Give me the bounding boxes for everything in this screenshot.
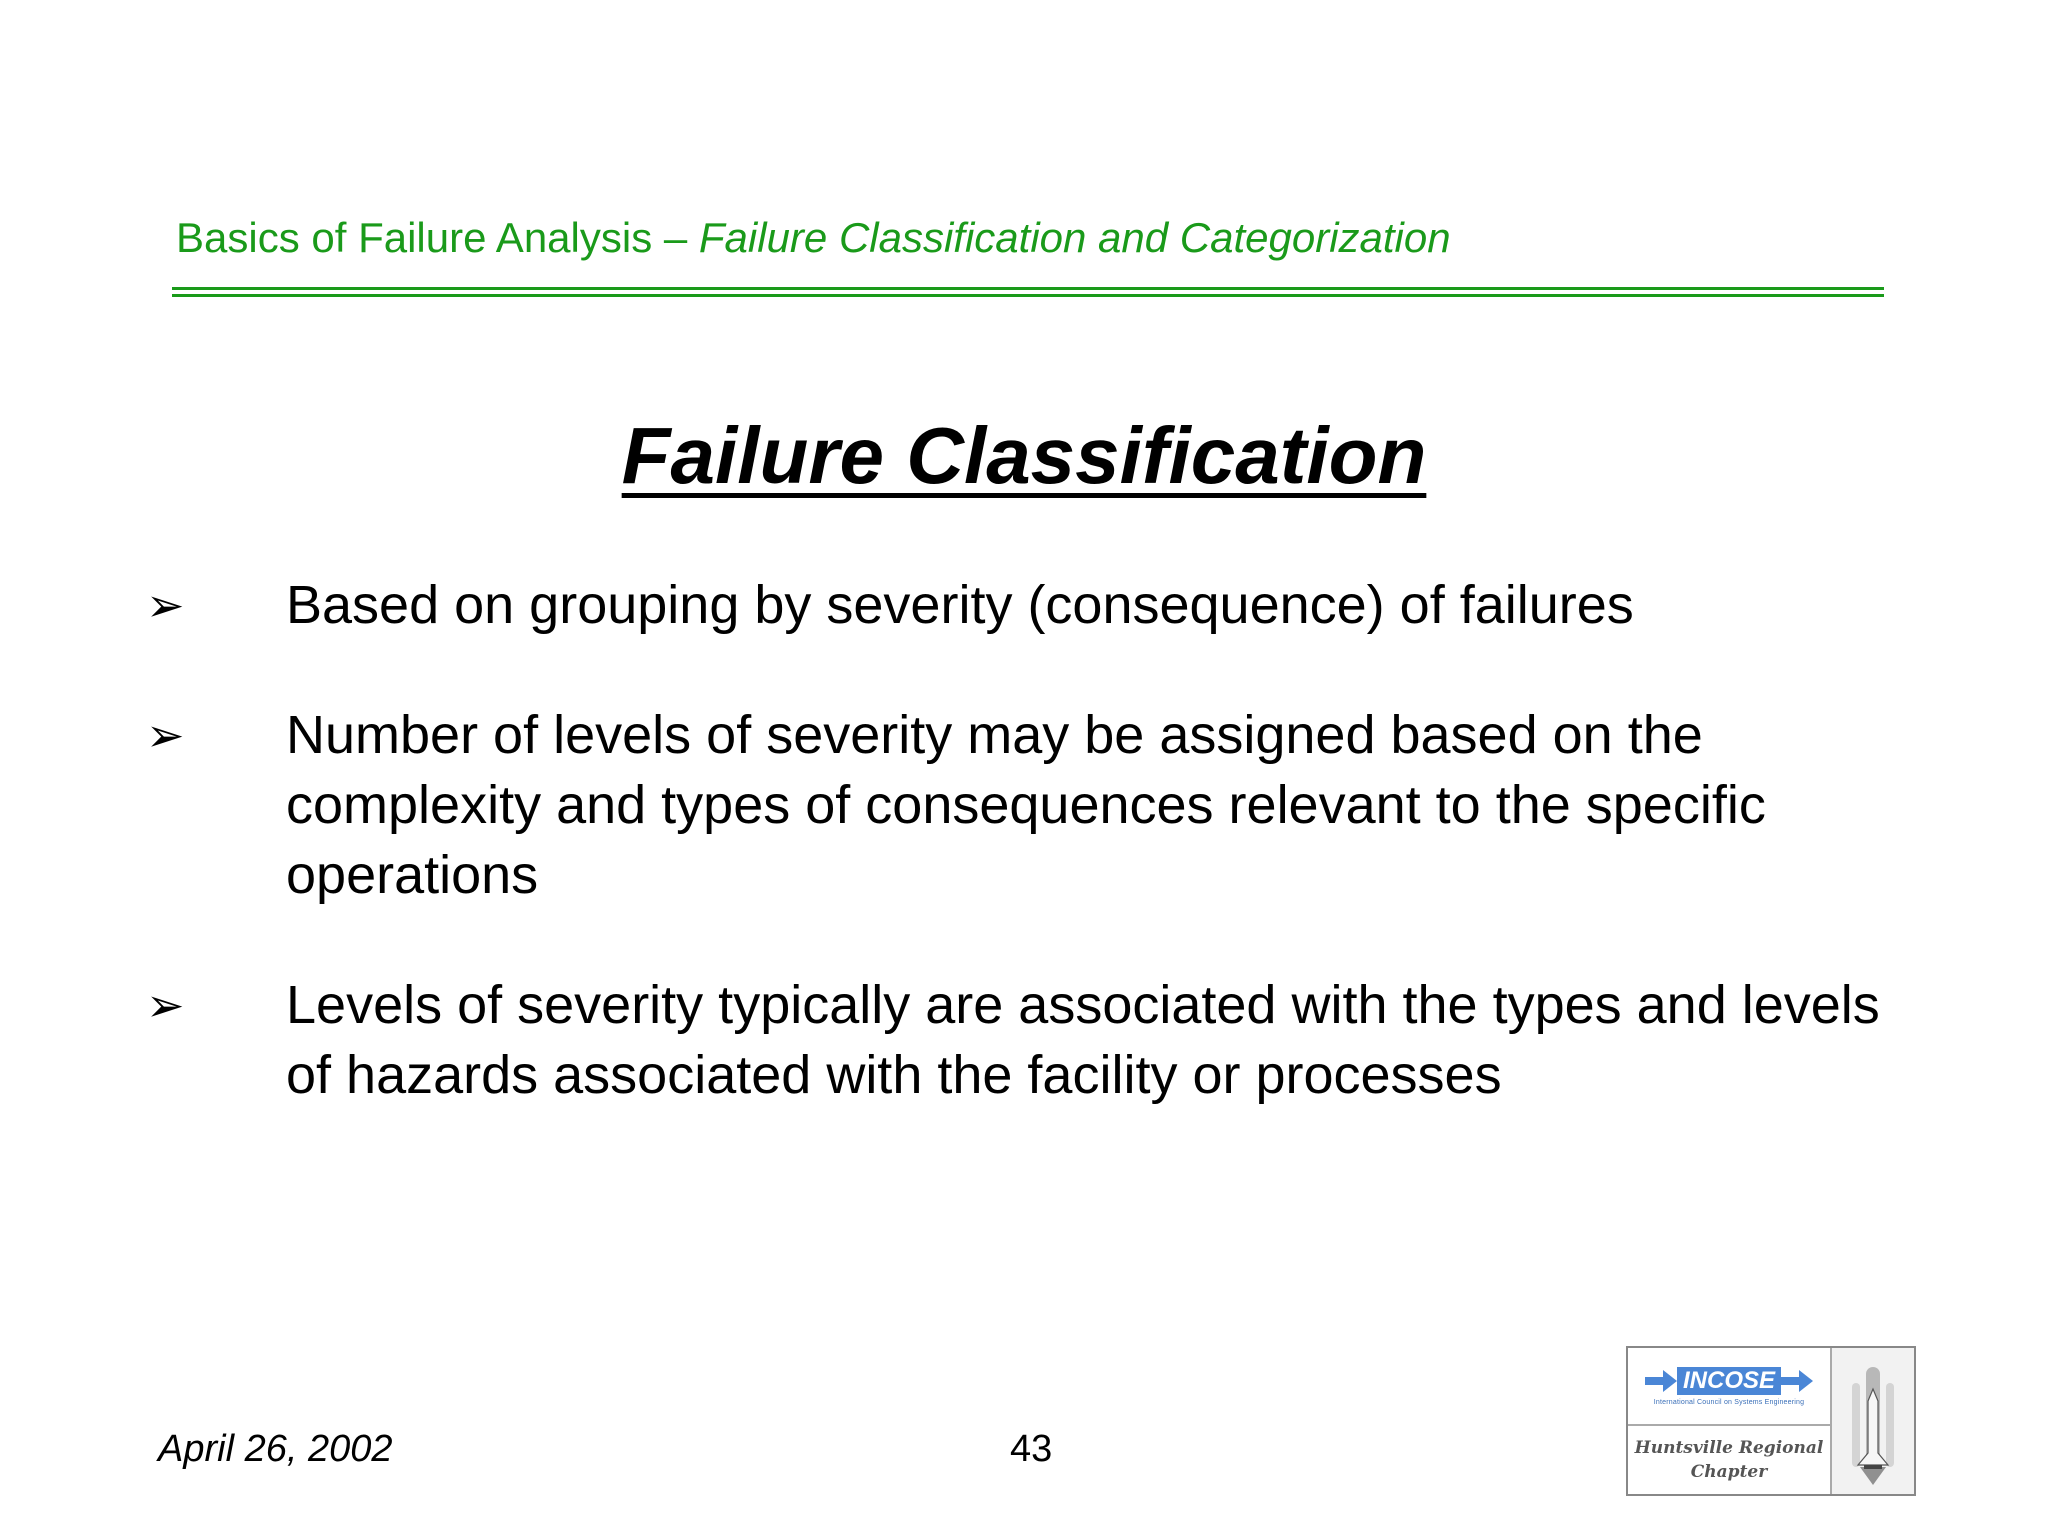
header-rule-bottom bbox=[172, 294, 1884, 297]
bullet-item bbox=[140, 700, 1900, 910]
bullet-text: Number of levels of severity may be assigned based on the complexity and types of consequences relevant to the specific operations bbox=[286, 705, 1766, 905]
header-main: Basics of Failure Analysis – bbox=[176, 214, 699, 261]
bullet-list bbox=[140, 570, 1900, 1170]
bullet-item bbox=[140, 570, 1900, 640]
arrow-right-icon bbox=[1781, 1370, 1813, 1392]
logo-chapter-section bbox=[1628, 1426, 1830, 1494]
logo-incose-section bbox=[1628, 1348, 1830, 1426]
incose-tagline: International Council on Systems Engineering bbox=[1653, 1398, 1805, 1406]
incose-wordmark: INCOSE bbox=[1677, 1367, 1781, 1395]
arrow-bullet-icon: ➢ bbox=[146, 979, 185, 1031]
header-rule-top bbox=[172, 287, 1884, 290]
chapter-line-2: Chapter bbox=[1690, 1462, 1768, 1482]
chapter-line-1: Huntsville Regional bbox=[1634, 1438, 1824, 1458]
footer-date: April 26, 2002 bbox=[158, 1428, 393, 1470]
slide-title-text: Failure Classification bbox=[621, 411, 1427, 500]
incose-logo bbox=[1626, 1346, 1916, 1496]
arrow-bullet-icon: ➢ bbox=[146, 579, 185, 631]
space-shuttle-icon bbox=[1832, 1348, 1914, 1494]
page-number: 43 bbox=[1010, 1428, 1053, 1470]
bullet-item bbox=[140, 970, 1900, 1110]
bullet-text: Levels of severity typically are associated with the types and levels of hazards associated with the facility or processes bbox=[286, 975, 1880, 1105]
slide-header bbox=[176, 214, 1451, 262]
logo-text-panel bbox=[1628, 1348, 1832, 1494]
arrow-left-icon bbox=[1645, 1370, 1677, 1392]
bullet-text: Based on grouping by severity (consequence) of failures bbox=[286, 575, 1634, 635]
arrow-bullet-icon: ➢ bbox=[146, 709, 185, 761]
header-subtitle: Failure Classification and Categorization bbox=[698, 214, 1451, 261]
slide-title bbox=[0, 410, 2048, 502]
